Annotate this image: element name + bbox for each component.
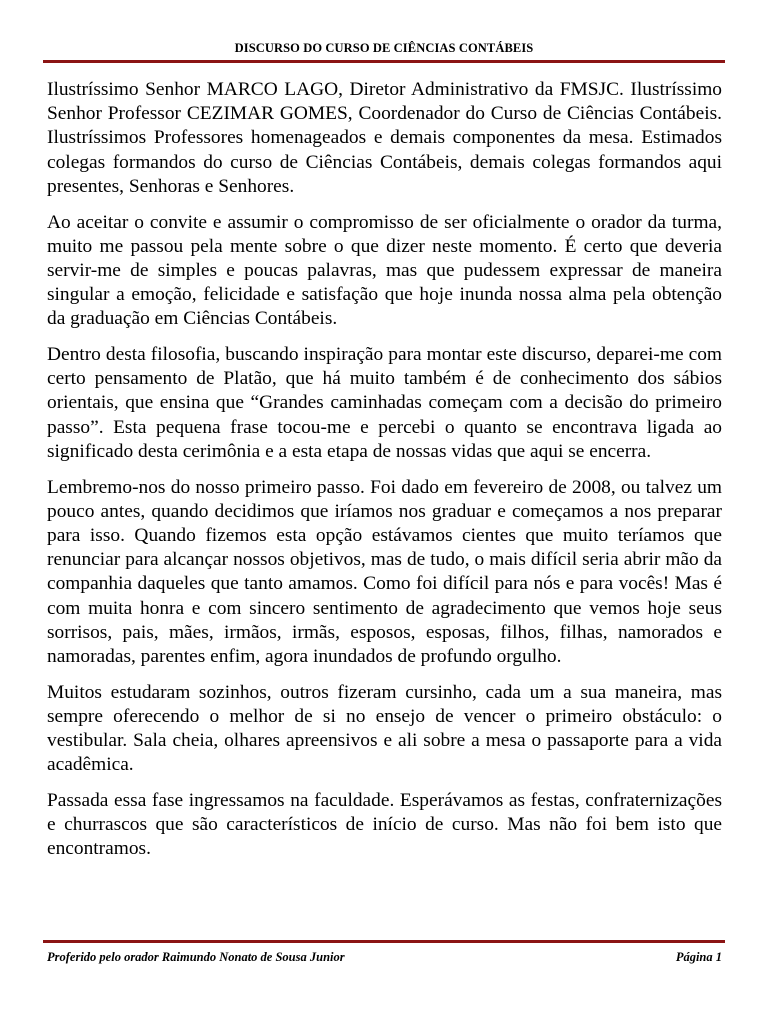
- page-footer: [43, 940, 725, 965]
- paragraph-plato-quote: Dentro desta filosofia, buscando inspiração para montar este discurso, deparei-me com certo pensamento de Platão, que há muito também é de conhecimento dos sábios orientais, que ensina que “Grandes caminhadas começam com a decisão do primeiro passo”. Esta pequena frase tocou-me e percebi o quanto se encontrava ligada ao significado desta cerimônia e a esta etapa de nossas vidas que aqui se encerra.: [47, 344, 722, 462]
- page-number: Página 1: [675, 950, 722, 964]
- speech-body: [47, 78, 722, 873]
- paragraph-first-step: Lembremo-nos do nosso primeiro passo. Foi dado em fevereiro de 2008, ou talvez um pouco antes, quando decidimos que iríamos nos graduar e começamos a nos preparar para isso. Quando fizemos esta opção estávamos cientes que muito teríamos que renunciar para alcançar nossos objetivos, mas de tudo, o mais difícil seria abrir mão da companhia daqueles que tanto amamos. Como foi difícil para nós e para vocês! Mas é com muita honra e com sincero sentimento de agradecimento que vemos hoje seus sorrisos, pais, mães, irmãos, irmãs, esposos, esposas, filhos, filhas, namorados e namoradas, parentes enfim, agora inundados de profundo orgulho.: [47, 476, 722, 667]
- document-title: DISCURSO DO CURSO DE CIÊNCIAS CONTÁBEIS: [234, 41, 534, 55]
- paragraph-vestibular: Muitos estudaram sozinhos, outros fizeram cursinho, cada um a sua maneira, mas sempre oferecendo o melhor de si no ensejo de vencer o primeiro obstáculo: o vestibular. Sala cheia, olhares apreensivos e ali sobre a mesa o passaporte para a vida acadêmica.: [47, 681, 722, 776]
- page-header: [43, 38, 725, 63]
- paragraph-invitation: Ao aceitar o convite e assumir o compromisso de ser oficialmente o orador da turma, muito me passou pela mente sobre o que dizer neste momento. É certo que deveria servir-me de simples e poucas palavras, mas que pudessem expressar de maneira singular a emoção, felicidade e satisfação que hoje inunda nossa alma pela obtenção da graduação em Ciências Contábeis.: [47, 211, 722, 330]
- paragraph-faculty: Passada essa fase ingressamos na faculdade. Esperávamos as festas, confraternizações e churrascos que são característicos de início de curso. Mas não foi bem isto que encontramos.: [47, 789, 722, 860]
- paragraph-greeting: Ilustríssimo Senhor MARCO LAGO, Diretor Administrativo da FMSJC. Ilustríssimo Senhor Professor CEZIMAR GOMES, Coordenador do Curso de Ciências Contábeis. Ilustríssimos Professores homenageados e demais componentes da mesa. Estimados colegas formandos do curso de Ciências Contábeis, demais colegas formandos aqui presentes, Senhoras e Senhores.: [47, 79, 722, 197]
- footer-speaker: Proferido pelo orador Raimundo Nonato de Sousa Junior: [47, 950, 345, 964]
